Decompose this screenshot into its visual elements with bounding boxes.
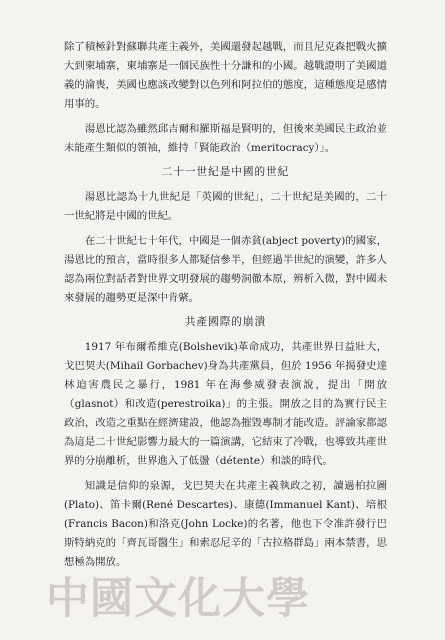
university-watermark: 中國文化大學 xyxy=(46,574,310,624)
section-heading-china-century: 二十一世紀是中國的世紀 xyxy=(161,166,290,178)
paragraph-abject-poverty: 在二十世紀七十年代，中國是一個赤貧(abject poverty)的國家，湯恩比的預言，當時很多人都疑信參半，但經過半世紀的演變，許多人認為兩位對話者對世界文明發展的趨勢洞徹本原，辨析入微，對中國未來發展的趨勢更是深中肯綮。 xyxy=(64,235,387,304)
paragraph-gorbachev: 1917 年布爾希維克(Bolshevik)革命成功，共產世界日益壯大，戈巴契夫(Mihail Gorbachev)身為共產黨員，但於 1956 年揭發史達林迫害農民之暴行，1981 年在海參威發表演說，提出「開放（glasnot）和改造(perestroika)」的主張。開放之目的為實行民主政治，改造之重點在經濟建設，他認為摧毀專制才能改造。評論家都認為這是二十世紀影響力最大的一篇演講，它結束了冷戰，也導致共產世界的分崩離析，世界進入了低盪（détente）和談的時代。 xyxy=(64,341,387,467)
section-heading-communist-collapse: 共產國際的崩潰 xyxy=(184,316,267,328)
paragraph-meritocracy: 湯恩比認為雖然邱吉爾和羅斯福是賢明的，但後來美國民主政治並未能產生類似的領袖，維持「賢能政治（meritocracy）」。 xyxy=(64,123,387,154)
paragraph-knowledge-faith: 知識是信仰的泉源，戈巴契夫在共產主義執政之初，讀過柏拉圖(Plato)、笛卡爾(René Descartes)、康德(Immanuel Kant)、培根(Francis Bacon)和洛克(John Locke)的名著，他也下令准許發行巴斯特納克的「齊瓦哥醫生」和索忍尼辛的「古拉格群島」兩本禁書，思想極為開放。 xyxy=(64,480,387,568)
paragraph-century-prediction: 湯恩比認為十九世紀是「英國的世紀」，二十世紀是美國的，二十一世紀將是中國的世紀。 xyxy=(64,191,387,222)
paragraph-us-vietnam: 除了積極針對蘇聯共產主義外，美國還發起越戰，而且尼克森把戰火擴大到柬埔寨，柬埔寨是一個民族性十分謙和的小國。越戰證明了美國道義的淪喪，美國也應該改變對以色列和阿拉伯的態度，這種態度是感情用事的。 xyxy=(64,41,387,110)
